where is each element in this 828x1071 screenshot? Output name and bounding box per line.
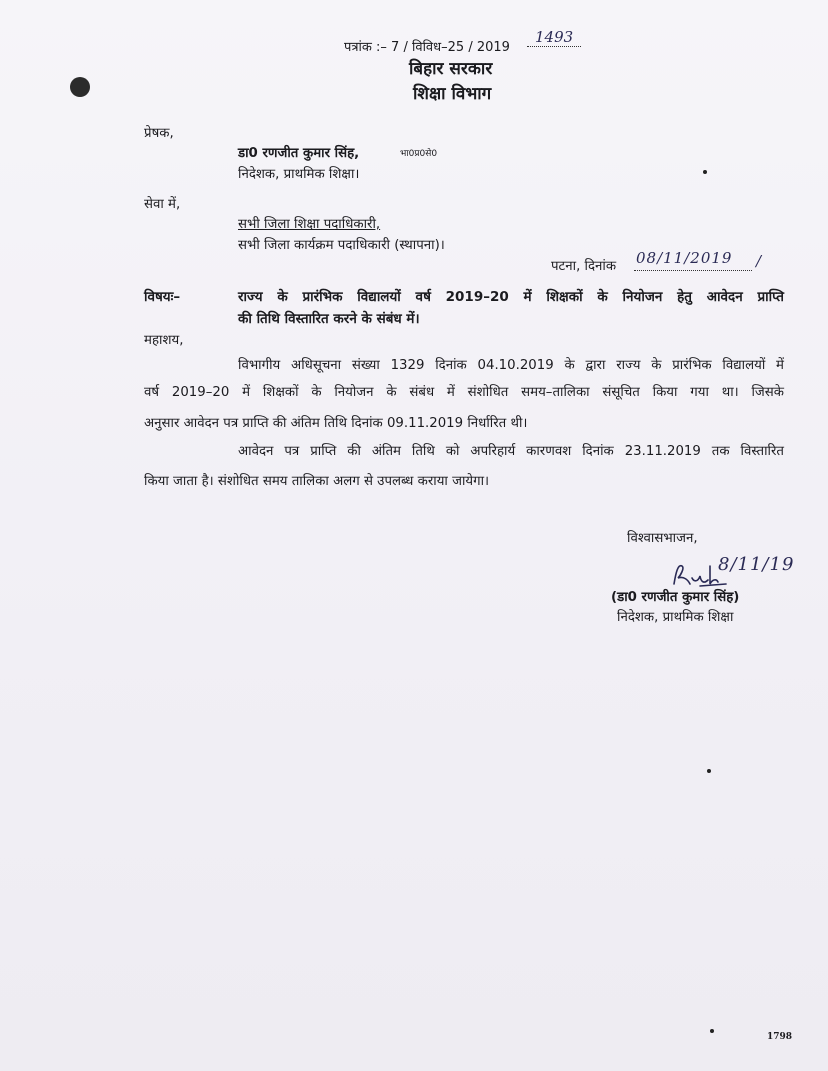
signature-date-handwritten: 8/11/19 [718, 554, 795, 575]
place-date-label: पटना, दिनांक [551, 259, 617, 274]
ink-speck [707, 769, 711, 773]
paragraph-1-line-3: अनुसार आवेदन पत्र प्राप्ति की अंतिम तिथि दिनांक 09.11.2019 निर्धारित थी। [144, 416, 528, 431]
signatory-name: (डा0 रणजीत कुमार सिंह) [611, 590, 740, 605]
subject-line-2: की तिथि विस्तारित करने के संबंध में। [238, 311, 420, 327]
to-label: सेवा में, [144, 197, 181, 212]
recipient-1: सभी जिला शिक्षा पदाधिकारी, [238, 217, 381, 232]
date-underline [634, 270, 752, 271]
paragraph-1-line-1: विभागीय अधिसूचना संख्या 1329 दिनांक 04.10.2019 के द्वारा राज्य के प्रारंभिक विद्यालयों में [238, 358, 784, 373]
sender-name: डा0 रणजीत कुमार सिंह, [238, 146, 360, 161]
salutation: महाशय, [144, 333, 184, 348]
subject-label: विषयः– [144, 289, 181, 305]
date-slash-mark: / [756, 252, 762, 270]
page-stamp-number: 1798 [767, 1032, 793, 1042]
closing-text: विश्वासभाजन, [627, 531, 698, 546]
subject-line-1: राज्य के प्रारंभिक विद्यालयों वर्ष 2019–20 में शिक्षकों के नियोजन हेतु आवेदन प्राप्ति [238, 289, 784, 305]
paragraph-2-line-2: किया जाता है। संशोधित समय तालिका अलग से उपलब्ध कराया जायेगा। [144, 474, 490, 489]
date-handwritten: 08/11/2019 [636, 249, 733, 267]
sender-label: प्रेषक, [144, 126, 174, 141]
ref-underline [527, 46, 581, 47]
department-name: शिक्षा विभाग [413, 84, 492, 104]
paragraph-2-line-1: आवेदन पत्र प्राप्ति की अंतिम तिथि को अपरिहार्य कारणवश दिनांक 23.11.2019 तक विस्तारित [238, 444, 784, 459]
sender-designation: निदेशक, प्राथमिक शिक्षा। [238, 167, 360, 182]
reference-number: पत्रांक :– 7 / विविध–25 / 2019 [344, 40, 510, 55]
recipient-2: सभी जिला कार्यक्रम पदाधिकारी (स्थापना)। [238, 238, 445, 253]
sender-service: भा0प्र0से0 [400, 149, 438, 159]
punch-hole-mark [70, 77, 90, 97]
ink-speck [710, 1029, 714, 1033]
signatory-designation: निदेशक, प्राथमिक शिक्षा [617, 610, 734, 625]
paragraph-1-line-2: वर्ष 2019–20 में शिक्षकों के नियोजन के संबंध में संशोधित समय–तालिका संसूचित किया गया था। जिसके [144, 385, 784, 400]
government-name: बिहार सरकार [409, 59, 493, 79]
reference-handwritten-number: 1493 [535, 28, 574, 46]
ink-speck [703, 170, 707, 174]
